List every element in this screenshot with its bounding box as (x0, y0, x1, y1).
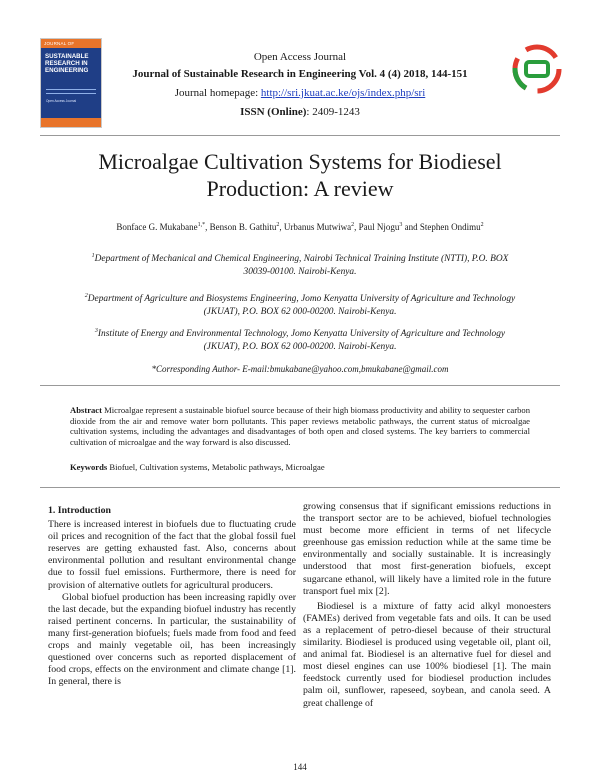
author: Benson B. Gathitu$^2$, (209, 222, 284, 232)
page-number: 144 (293, 762, 307, 772)
issn-label: ISSN (Online) (240, 106, 307, 118)
publisher-logo-icon (512, 44, 562, 94)
author: Paul Njogu$^3$ and (358, 222, 420, 232)
keywords-text: Biofuel, Cultivation systems, Metabolic pathways, Microalgae (109, 462, 325, 472)
journal-title: Journal of Sustainable Research in Engineering Vol. 4 (4) 2018, 144-151 (132, 68, 468, 80)
body-column-right (303, 501, 551, 710)
body-column-left (48, 505, 296, 688)
homepage-label: Journal homepage: (174, 87, 259, 99)
abstract (70, 405, 530, 448)
abstract-rule-top (40, 385, 560, 386)
issn-line (100, 106, 500, 118)
header-rule (40, 135, 560, 136)
cover-title: SUSTAINABLE RESEARCH IN ENGINEERING (45, 53, 89, 74)
paragraph: growing consensus that if significant emissions reductions in the transport sector are to be achieved, biofuel technologies must become more efficient in terms of net lifecycle greenhouse gas emission reduction while at the same time be environmentally and socially sustainable. It is increasingly understood that most first-generation biofuels, except sugarcane ethanol, will likely have a limited role in the future transport fuel mix [2]. (303, 501, 551, 597)
issn-value: : 2409-1243 (306, 106, 360, 118)
paragraph: There is increased interest in biofuels due to fluctuating crude oil prices and recognition of the fact that the global fossil fuel reserves are getting exhausted fast. Also, concerns about environmental pollution and resultant environmental change due to fossil fuel emissions. Furthermore, there is need for provision of alternative outlets for agricultural producers. (48, 519, 296, 591)
cover-divider (46, 89, 96, 90)
affiliation-2: $^2$Department of Agriculture and Biosystems Engineering, Jomo Kenyatta University of Agriculture and Technology (JKUAT), P.O. BOX 62 000-00200. Nairobi-Kenya. (84, 293, 516, 317)
keywords (70, 462, 530, 472)
title-line-2: Production: A review (206, 176, 394, 201)
abstract-rule-bottom (40, 487, 560, 488)
affiliation-3: $^3$Institute of Energy and Environmental Technology, Jomo Kenyatta University of Agriculture and Technology (JKUAT), P.O. BOX 62 000-00200. Nairobi-Kenya. (94, 328, 506, 352)
cover-subtitle: Open Access Journal (46, 99, 77, 103)
homepage-link[interactable]: http://sri.jkuat.ac.ke/ojs/index.php/sri (260, 87, 426, 99)
journal-type: Open Access Journal (253, 51, 347, 63)
journal-cover-image (40, 38, 102, 128)
keywords-label: Keywords (70, 462, 108, 472)
cover-bottom-band (41, 118, 101, 127)
author-list (40, 222, 560, 232)
cover-top-text: JOURNAL OF (44, 41, 75, 46)
abstract-text: Microalgae represent a sustainable biofuel source because of their high biomass productivity and ability to sequester carbon dioxide from the air and remove water born pollutants. This paper reviews metabolic pathways, the current status of microalgae cultivation systems, including the advantages and disadvantages of both open and closed systems. The key barriers to commercial cultivation of microalgae and the way forward is also discussed. (70, 405, 530, 448)
journal-homepage (100, 87, 500, 99)
cover-divider (46, 93, 96, 94)
title-line-1: Microalgae Cultivation Systems for Biodiesel (98, 149, 502, 174)
corresponding-author: *Corresponding Author- E-mail:bmukabane@yahoo.com,bmukabane@gmail.com (151, 364, 449, 374)
abstract-label: Abstract (70, 405, 102, 415)
affiliation-1: $^1$Department of Mechanical and Chemical Engineering, Nairobi Technical Training Institute (NTTI), P.O. BOX 30039-00100. Nairobi-Kenya. (91, 253, 509, 277)
paper-title (60, 148, 540, 202)
paragraph: Biodiesel is a mixture of fatty acid alkyl monoesters (FAMEs) derived from vegetable fats and oils. It can be used as a replacement of petro-diesel because of their structural similarity. Biodiesel is produced using vegetable oil, plant oil, and animal fat. Biodiesel is an alternative fuel for diesel and most diesel engines can use 100% biodiesel [1]. The main feedstock currently used for biodiesel production includes palm oil, sunflower, rapeseed, soybean, and canola seed. A great challenge of (303, 600, 551, 709)
author: Bonface G. Mukabane$^{1,*}$, (116, 222, 210, 232)
author: Urbanus Mutwiwa$^2$, (283, 222, 359, 232)
author: Stephen Ondimu$^2$ (419, 222, 484, 232)
paragraph: Global biofuel production has been increasing rapidly over the last decade, but the expanding biofuel industry has recently raised pertinent concerns. In particular, the sustainability of many first-generation biofuels; fuels made from food and feed crops and mainly vegetable oil, has been increasingly questioned over concerns such as reported displacement of food crops, effects on the environment and climate change [1]. In general, there is (48, 591, 296, 688)
section-heading: 1. Introduction (48, 505, 111, 516)
